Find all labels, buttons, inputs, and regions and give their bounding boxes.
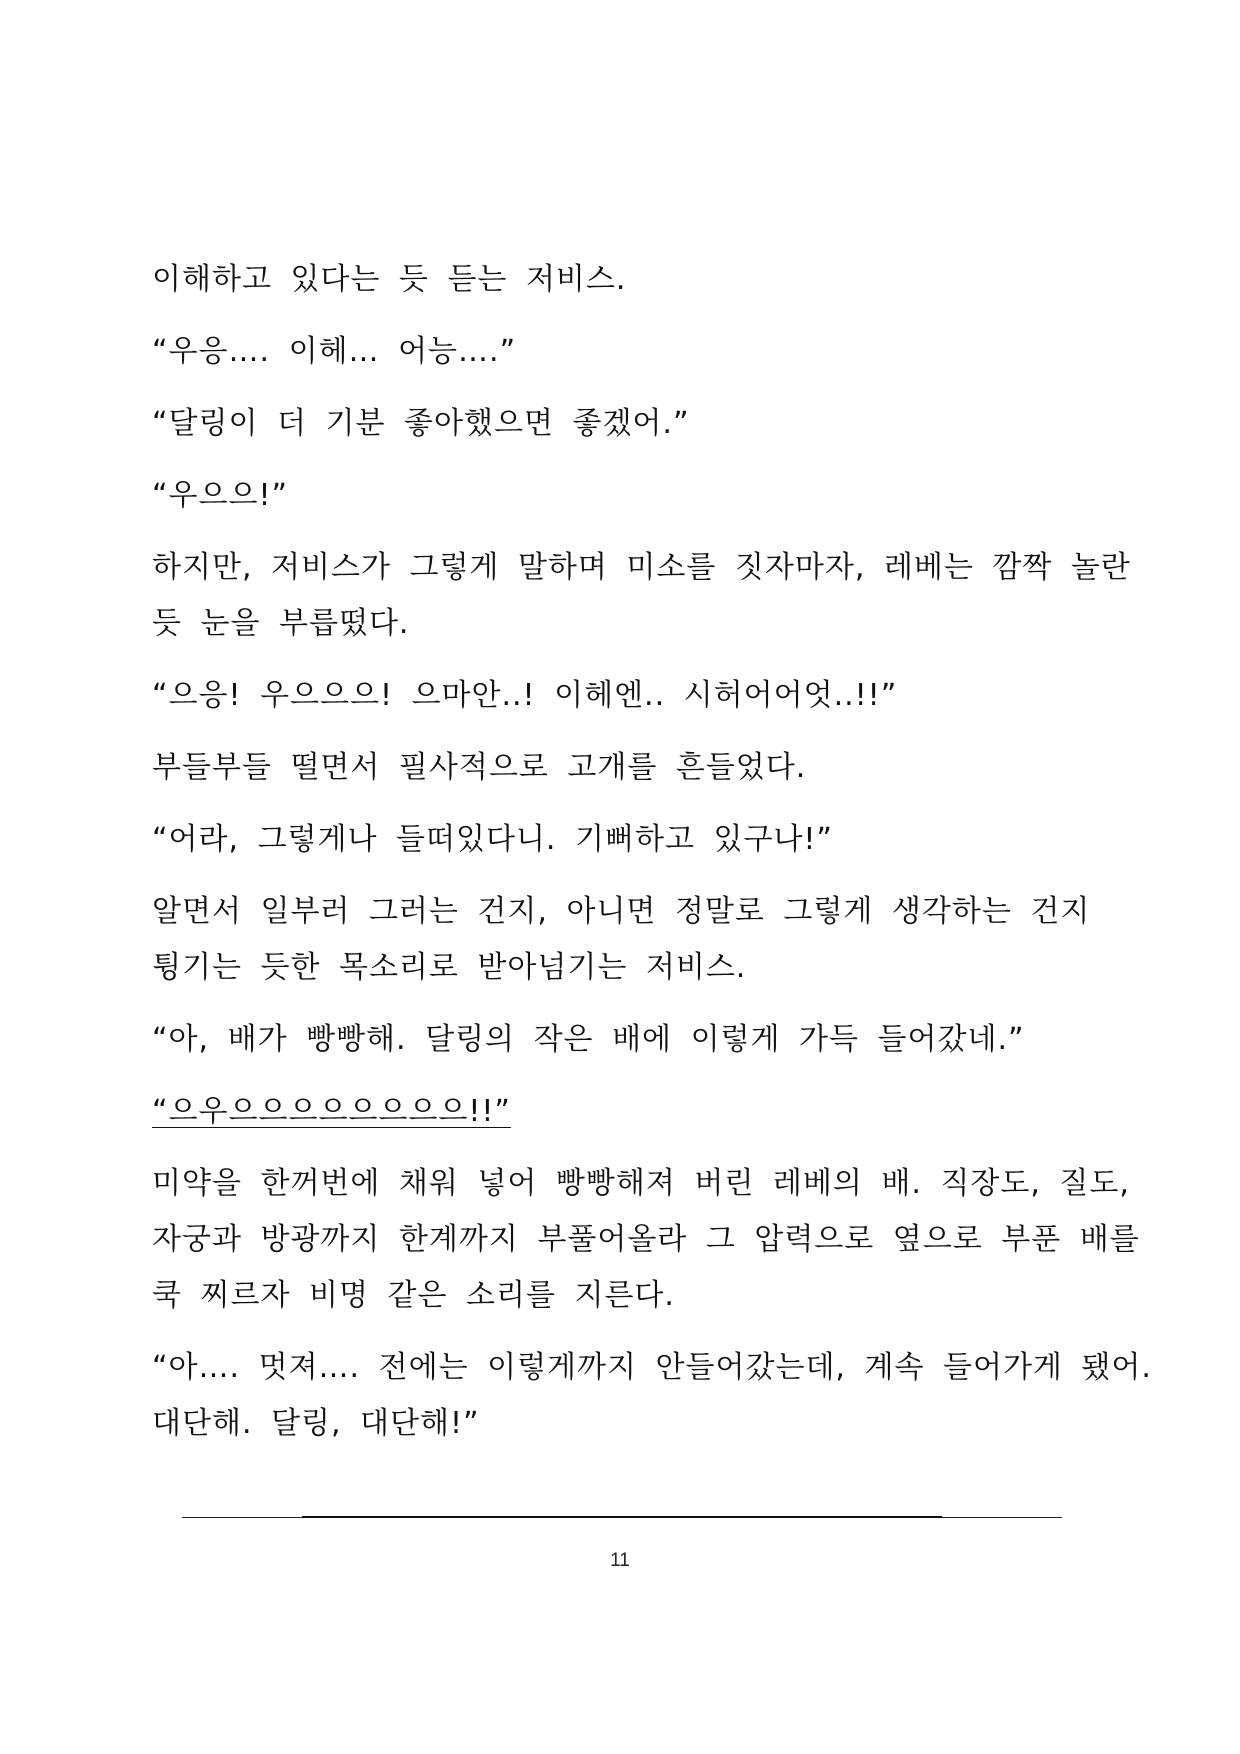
dialogue-paragraph <box>152 812 1082 868</box>
paragraph <box>152 884 1091 996</box>
page-number: 11 <box>610 1550 630 1571</box>
text-line: 듯 눈을 부릅떴다. <box>152 606 410 641</box>
paragraph <box>152 252 1082 308</box>
dialogue-paragraph <box>152 468 1082 524</box>
text-line: “우응…. 이헤… 어능….” <box>152 334 517 369</box>
dialogue-paragraph <box>152 1012 1082 1068</box>
text-line: “우으으!” <box>152 478 289 513</box>
paragraph <box>152 540 1131 652</box>
body-text <box>152 252 1152 1468</box>
dialogue-paragraph <box>152 1084 1082 1140</box>
text-line: 쿡 찌르자 비명 같은 소리를 지른다. <box>152 1278 675 1313</box>
text-line: 알면서 일부러 그러는 건지, 아니면 정말로 그렇게 생각하는 건지 <box>152 894 1091 929</box>
text-line: “아, 배가 빵빵해. 달링의 작은 배에 이렇게 가득 들어갔네.” <box>152 1022 1025 1057</box>
footer-divider-accent <box>302 1516 942 1518</box>
dialogue-paragraph <box>152 1340 1152 1452</box>
text-line: 이해하고 있다는 듯 듣는 저비스. <box>152 262 627 297</box>
text-line: 하지만, 저비스가 그렇게 말하며 미소를 짓자마자, 레베는 깜짝 놀란 <box>152 550 1131 585</box>
text-line: 튕기는 듯한 목소리로 받아넘기는 저비스. <box>152 950 747 985</box>
dialogue-paragraph <box>152 324 1082 380</box>
text-line: “아…. 멋져…. 전에는 이렇게까지 안들어갔는데, 계속 들어가게 됐어. <box>152 1350 1152 1385</box>
text-line: 부들부들 떨면서 필사적으로 고개를 흔들었다. <box>152 750 807 785</box>
text-line: 미약을 한꺼번에 채워 넣어 빵빵해져 버린 레베의 배. 직장도, 질도, <box>152 1166 1130 1201</box>
paragraph <box>152 1156 1140 1324</box>
dialogue-paragraph <box>152 396 1082 452</box>
paragraph <box>152 740 1082 796</box>
text-line: 대단해. 달링, 대단해!” <box>152 1406 480 1441</box>
text-line: 자궁과 방광까지 한계까지 부풀어올라 그 압력으로 옆으로 부푼 배를 <box>152 1222 1140 1257</box>
text-line: “달링이 더 기분 좋아했으면 좋겠어.” <box>152 406 690 441</box>
dialogue-paragraph <box>152 668 1082 724</box>
text-line: “어라, 그렇게나 들떠있다니. 기뻐하고 있구나!” <box>152 822 833 857</box>
text-line: “으응! 우으으으! 으마안..! 이헤엔.. 시허어어엇..!!” <box>152 678 898 713</box>
text-line: “으우으으으으으으으으!!” <box>152 1094 511 1129</box>
